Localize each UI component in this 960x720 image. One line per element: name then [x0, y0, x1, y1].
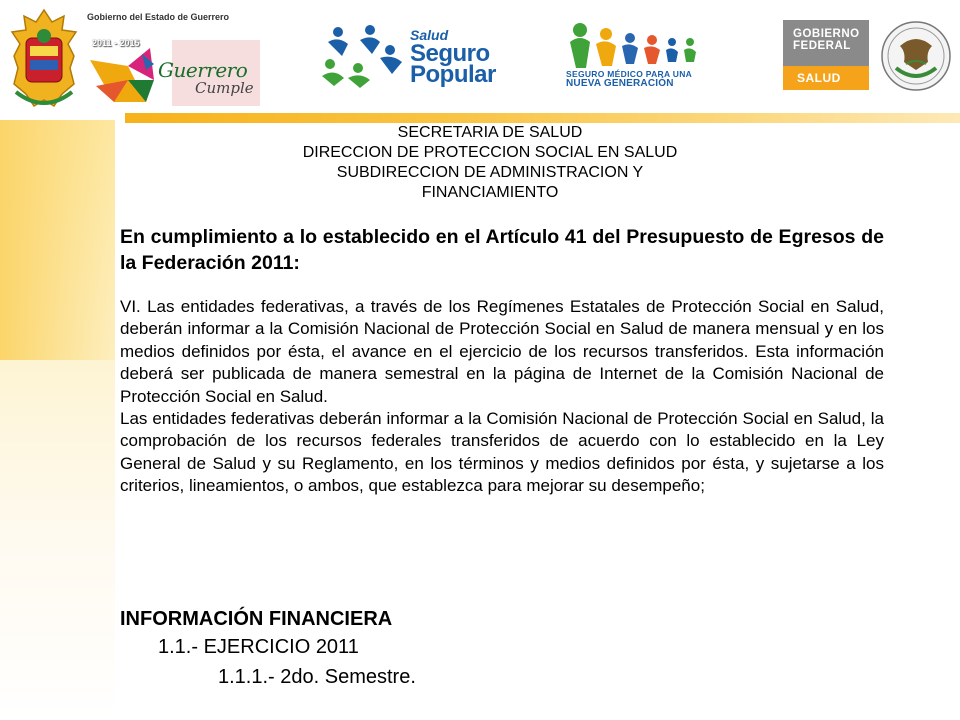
financial-item-ejercicio: 1.1.- EJERCICIO 2011: [158, 636, 359, 658]
gobierno-federal-line1: GOBIERNO: [793, 28, 860, 40]
cumple-logo-word: Cumple: [195, 79, 254, 97]
gobierno-federal-title: [793, 28, 860, 52]
guerrero-logo-word: Guerrero: [158, 58, 248, 82]
nueva-generacion-line1: SEGURO MÉDICO PARA UNA: [566, 69, 693, 79]
gobierno-federal-line2: FEDERAL: [793, 40, 851, 52]
department-line-1: SECRETARIA DE SALUD: [397, 124, 583, 141]
department-line-2: DIRECCION DE PROTECCION SOCIAL EN SALUD: [302, 144, 678, 161]
department-line-3: SUBDIRECCION DE ADMINISTRACION Y: [336, 164, 644, 181]
nueva-generacion-line2: NUEVA GENERACIÓN: [566, 78, 674, 89]
left-decorative-band: [0, 120, 115, 720]
paragraph-vi: VI. Las entidades federativas, a través de los Regímenes Estatales de Protección Social en Salud, deberán informar a la Comisión Nacional de Protección Social en Salud de manera mensual y en los medios definidos por ésta, el avance en el ejercicio de los recursos transferidos. Esta información deberá ser publicada de manera semestral en la página de Internet de la Comisión Nacional de Protección Social en Salud.: [120, 297, 884, 406]
state-government-title: Gobierno del Estado de Guerrero: [87, 12, 230, 22]
nueva-generacion-figures-icon: [568, 20, 718, 70]
header-divider-bar: [125, 113, 960, 123]
mexico-eagle-seal-icon: [876, 18, 956, 94]
state-coat-of-arms-icon: [8, 6, 80, 112]
department-heading: [200, 123, 780, 203]
seguro-popular-figures-icon: [320, 22, 408, 88]
department-line-4: FINANCIAMIENTO: [421, 184, 559, 201]
financial-info-title: INFORMACIÓN FINANCIERA: [120, 608, 393, 630]
seguro-popular-salud: Salud: [410, 27, 449, 43]
paragraph-entidades: Las entidades federativas deberán informar a la Comisión Nacional de Protección Social en Salud, la comprobación de los recursos federales transferidos de acuerdo con lo establecido en la Ley General de Salud y su Reglamento, en los términos y medios definidos por ésta, y sujetarse a los criterios, lineamientos, o ambos, que establezca para mejorar su desempeño;: [120, 409, 884, 496]
seguro-popular-seguro: Seguro: [410, 40, 490, 67]
seguro-popular-popular: Popular: [410, 61, 496, 88]
state-government-years: 2011 - 2015: [92, 38, 140, 48]
intro-statement: En cumplimiento a lo establecido en el Artículo 41 del Presupuesto de Egresos de la Federación 2011:: [120, 226, 884, 274]
body-text: [120, 296, 884, 498]
gobierno-federal-salud: SALUD: [783, 66, 869, 90]
financial-item-semestre: 1.1.1.- 2do. Semestre.: [218, 666, 416, 688]
gobierno-federal-logo: [783, 20, 869, 90]
